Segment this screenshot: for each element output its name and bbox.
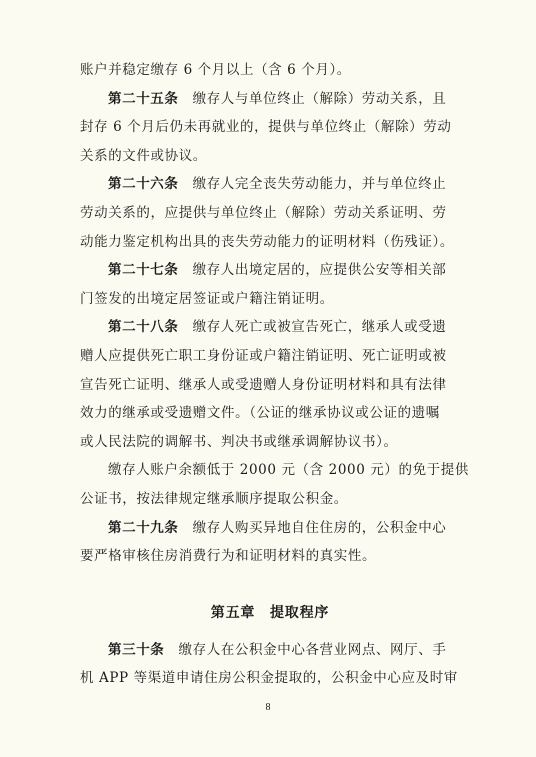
paragraph-line: 封存 6 个月后仍未再就业的，提供与单位终止（解除）劳动	[80, 119, 452, 136]
paragraph-first-line: 缴存人账户余额低于 2000 元（含 2000 元）的免于提供	[108, 462, 469, 479]
paragraph-text: 缴存人死亡或被宣告死亡，继承人或受遗	[192, 319, 447, 336]
paragraph-line: 宣告死亡证明、继承人或受遗赠人身份证明材料和具有法律	[80, 376, 447, 393]
paragraph-first-line	[80, 313, 460, 342]
paragraph-text: 缴存人出境定居的，应提供公安等相关部	[192, 262, 447, 279]
chapter-title: 第五章 提取程序	[210, 605, 330, 622]
paragraph-line: 要严格审核住房消费行为和证明材料的真实性。	[80, 548, 377, 565]
article-number: 第二十七条	[108, 262, 179, 279]
paragraph-first-line	[80, 256, 460, 285]
page-number: 8	[265, 702, 271, 713]
paragraph-line: 劳动关系的，应提供与单位终止（解除）劳动关系证明、劳	[80, 204, 447, 221]
paragraph-text: 缴存人在公积金中心各营业网点、网厅、手	[178, 641, 447, 658]
article-number: 第二十八条	[108, 319, 179, 336]
paragraph-text: 缴存人完全丧失劳动能力，并与单位终止	[192, 176, 447, 193]
paragraph-first-line	[80, 514, 460, 543]
paragraph-first-line	[80, 170, 460, 199]
article-number: 第二十九条	[108, 519, 179, 536]
paragraph-line: 赠人应提供死亡职工身份证或户籍注销证明、死亡证明或被	[80, 347, 447, 364]
paragraph-line: 动能力鉴定机构出具的丧失劳动能力的证明材料（伤残证）。	[80, 233, 454, 250]
paragraph-first-line	[80, 85, 460, 114]
paragraph-line: 关系的文件或协议。	[80, 147, 207, 164]
paragraph-line: 效力的继承或受遗赠文件。（公证的继承协议或公证的遗嘱	[80, 405, 440, 422]
article-number: 第三十条	[108, 641, 165, 658]
paragraph-line: 账户并稳定缴存 6 个月以上（含 6 个月）。	[80, 62, 351, 78]
document-body	[80, 56, 469, 693]
paragraph-first-line	[80, 636, 460, 665]
paragraph-text: 缴存人与单位终止（解除）劳动关系，且	[192, 90, 447, 107]
paragraph-line: 或人民法院的调解书、判决书或继承调解协议书）。	[80, 433, 398, 450]
paragraph-line: 公证书，按法律规定继承顺序提取公积金。	[80, 490, 348, 507]
article-number: 第二十六条	[108, 176, 179, 193]
paragraph-text: 缴存人购买异地自住住房的，公积金中心	[192, 519, 447, 536]
paragraph-line: 机 APP 等渠道申请住房公积金提取的，公积金中心应及时审	[80, 670, 458, 687]
paragraph-line: 门签发的出境定居签证或户籍注销证明。	[80, 290, 334, 307]
article-number: 第二十五条	[108, 90, 179, 107]
